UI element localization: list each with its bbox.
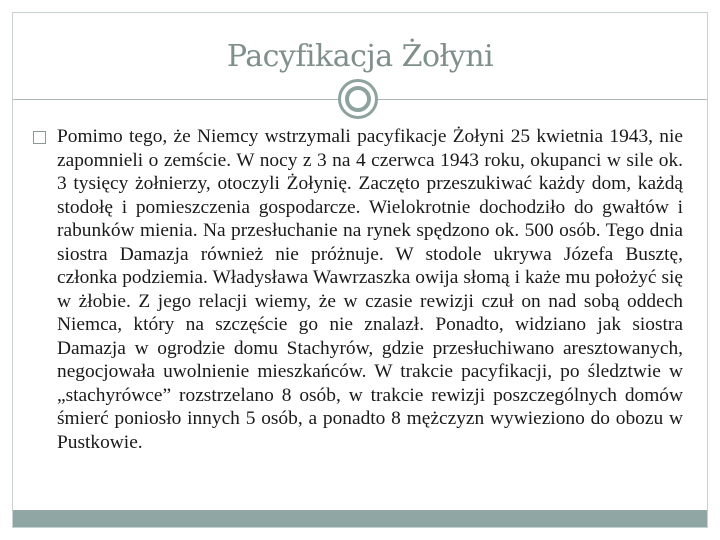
slide-content [33, 125, 683, 454]
body-paragraph: Pomimo tego, że Niemcy wstrzymali pacyfikacje Żołyni 25 kwietnia 1943, nie zapomnieli o zemście. W nocy z 3 na 4 czerwca 1943 roku, okupanci w sile ok. 3 tysięcy żołnierzy, otoczyli Żołynię. Zaczęto przeszukiwać każdy dom, każdą stodołę i pomieszczenia gospodarcze. Wielokrotnie dochodziło do gwałtów i rabunków mienia. Na przesłuchanie na rynek spędzono ok. 500 osób. Tego dnia siostra Damazja również nie próżnuje. W stodole ukrywa Józefa Busztę, członka podziemia. Władysława Wawrzaszka owija słomą i każe mu położyć się w żłobie. Z jego relacji wiemy, że w czasie rewizji czuł on nad sobą oddech Niemca, który na szczęście go nie znalazł. Ponadto, widziano jak siostra Damazja w ogrodzie domu Stachyrów, gdzie przesłuchiwano aresztowanych, negocjowała uwolnienie mieszkańców. W trakcie pacyfikacji, po śledztwie w „stachyrówce” rozstrzelano 8 osób, w trakcie rewizji poszczególnych domów śmierć poniosło innych 5 osób, a ponadto 8 mężczyzn wywieziono do obozu w Pustkowie. [57, 126, 683, 453]
ring-icon [338, 79, 378, 119]
footer-band [13, 510, 707, 527]
slide-frame [12, 12, 708, 528]
ring-inner-icon [345, 86, 371, 112]
square-bullet-icon [33, 131, 46, 144]
slide-title: Pacyfikacja Żołyni [226, 39, 494, 74]
